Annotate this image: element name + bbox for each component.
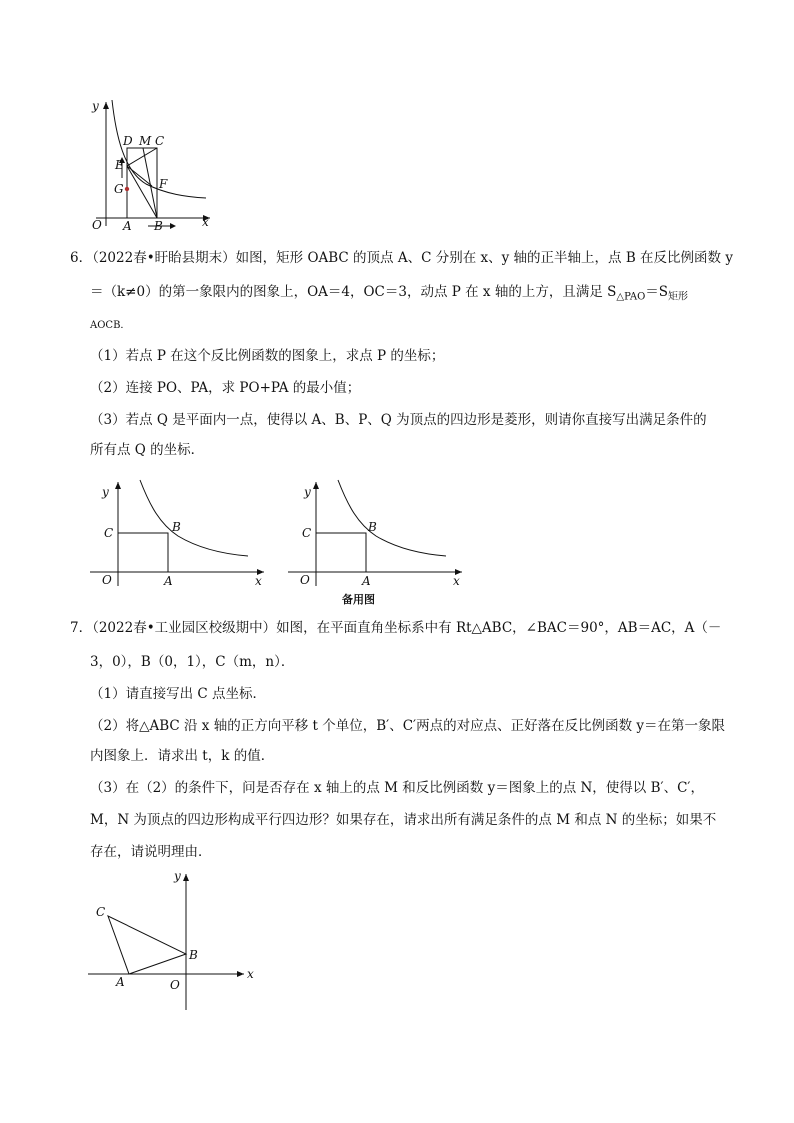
label-C: C xyxy=(155,134,165,148)
q6-fig2-x: x xyxy=(453,574,460,588)
label-O: O xyxy=(92,218,102,232)
q7-fig-y: y xyxy=(174,869,181,883)
q7-line1: 7．（2022春•工业园区校级期中）如图，在平面直角坐标系中有 Rt△ABC，∠BAC＝90°，AB＝AC，A（－ xyxy=(70,620,722,636)
q6-fig2-O: O xyxy=(300,573,310,587)
q6-sub2: （2）连接 PO、PA，求 PO+PA 的最小值； xyxy=(90,380,361,396)
q6-line1: 6．（2022春•盱眙县期末）如图，矩形 OABC 的顶点 A、C 分别在 x、y 轴的正半轴上，点 B 在反比例函数 y xyxy=(70,250,733,266)
q7-fig-C: C xyxy=(96,905,106,919)
q6-fig2-B: B xyxy=(368,520,377,534)
figure-top-diagram xyxy=(86,96,216,233)
q6-fig1-A: A xyxy=(164,574,173,588)
label-x: x xyxy=(202,215,209,229)
q6-line2 xyxy=(90,282,688,308)
q6-line2-mid: ＝S xyxy=(645,284,669,300)
q7-sub2a: （2）将△ABC 沿 x 轴的正方向平移 t 个单位，B′、C′两点的对应点、正好落在反比例函数 y＝在第一象限 xyxy=(90,718,726,734)
q6-figure-spare xyxy=(286,476,466,610)
q6-sub-rect: 矩形 xyxy=(668,291,689,303)
q7-sub3c: 存在，请说明理由． xyxy=(90,844,212,860)
q6-fig1-C: C xyxy=(104,526,114,540)
q7-fig-O: O xyxy=(170,978,180,992)
q6-fig2-A: A xyxy=(362,574,371,588)
q6-figure-main xyxy=(88,476,268,588)
q7-line2: 3，0），B（0，1），C（m，n）． xyxy=(90,654,295,670)
q7-figure xyxy=(86,866,266,1012)
label-F: F xyxy=(159,177,168,191)
q6-sub3b: 所有点 Q 的坐标． xyxy=(90,442,205,458)
label-D: D xyxy=(123,134,133,148)
q6-fig2-C: C xyxy=(302,526,312,540)
q6-fig1-y: y xyxy=(102,485,109,499)
q6-line2-text: ＝（k≠0）的第一象限内的图象上，OA＝4，OC＝3，动点 P 在 x 轴的上方，且满足 S xyxy=(90,284,617,300)
q7-fig-x: x xyxy=(247,967,254,981)
q6-fig1-x: x xyxy=(255,574,262,588)
q7-fig-B: B xyxy=(189,948,198,962)
q6-spare-caption: 备用图 xyxy=(342,593,375,606)
q6-line3: AOCB． xyxy=(90,320,131,331)
q6-fig2-y: y xyxy=(304,485,311,499)
label-E: E xyxy=(115,158,124,172)
q7-sub3b: M，N 为顶点的四边形构成平行四边形？如果存在，请求出所有满足条件的点 M 和点 N 的坐标；如果不 xyxy=(90,812,717,828)
q7-sub3a: （3）在（2）的条件下，问是否存在 x 轴上的点 M 和反比例函数 y＝图象上的点 N，使得以 B′、C′， xyxy=(90,780,704,796)
label-y: y xyxy=(92,99,99,113)
label-M: M xyxy=(139,134,152,148)
q6-fig1-O: O xyxy=(102,573,112,587)
q6-sub1: （1）若点 P 在这个反比例函数的图象上，求点 P 的坐标； xyxy=(90,348,445,364)
label-G: G xyxy=(114,182,124,196)
q7-fig-A: A xyxy=(116,975,125,989)
label-B: B xyxy=(154,219,163,233)
label-A: A xyxy=(123,219,132,233)
q7-sub1: （1）请直接写出 C 点坐标． xyxy=(90,686,267,702)
q6-sub3a: （3）若点 Q 是平面内一点，使得以 A、B、P、Q 为顶点的四边形是菱形，则请你直接写出满足条件的 xyxy=(90,412,707,428)
q6-sub-pao: △PAO xyxy=(616,291,646,303)
q6-fig1-B: B xyxy=(172,520,181,534)
q7-sub2b: 内图象上．请求出 t，k 的值． xyxy=(90,748,275,764)
